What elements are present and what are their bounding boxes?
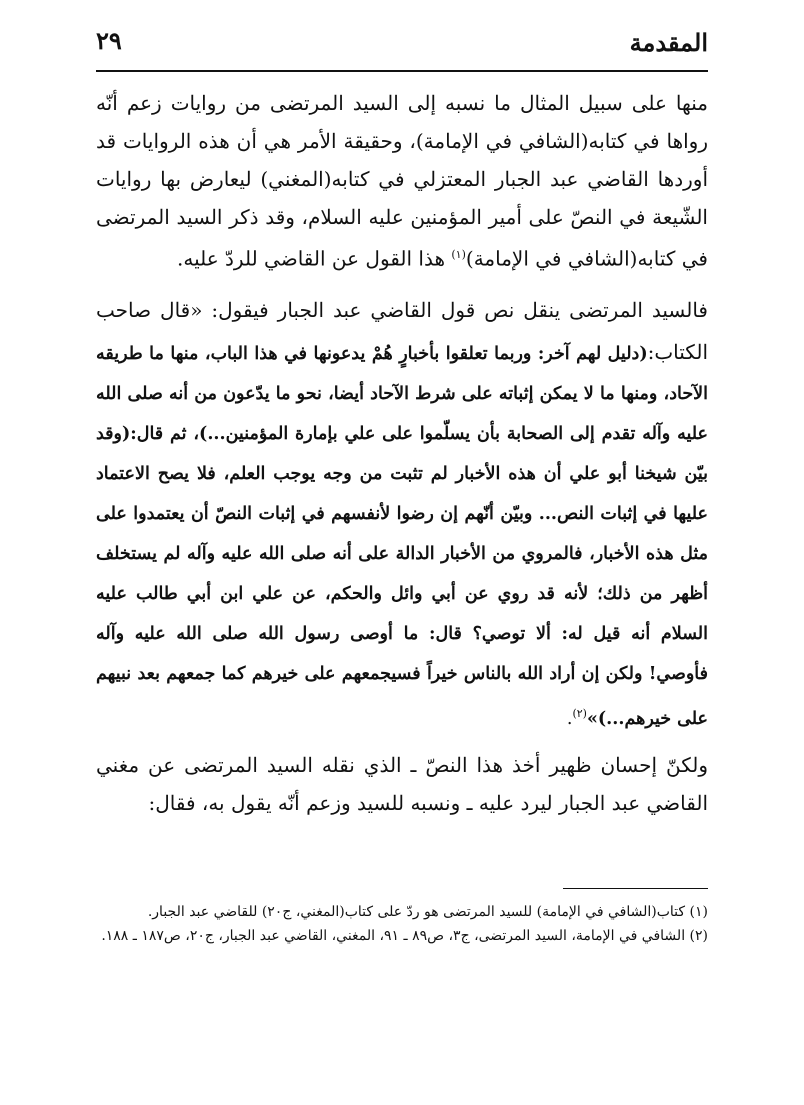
footnote-ref-1: (١) (451, 248, 466, 261)
paragraph-2-intro: فالسيد المرتضى ينقل نص قول القاضي عبد الجبار فيقول: «قال صاحب الكتاب: (96, 297, 708, 364)
paragraph-2 (96, 290, 708, 739)
paragraph-1-tail: هذا القول عن القاضي للردّ عليه. (177, 246, 452, 271)
page-number: ٢٩ (96, 26, 122, 55)
chapter-title: المقدمة (629, 28, 708, 57)
page-header (96, 22, 708, 62)
header-divider (96, 70, 708, 72)
page-body (96, 84, 708, 822)
spacer (96, 738, 708, 746)
paragraph-1-text: منها على سبيل المثال ما نسبه إلى السيد المرتضى من روايات زعم أنّه رواها في كتابه(الشافي في الإمامة)، وحقيقة الأمر هي أن هذه الروايات قد أوردها القاضي عبد الجبار المعتزلي في كتابه(المغني) ليعارض بها روايات الشّيعة في النصّ على أمير المؤمنين عليه السلام، وقد ذكر السيد المرتضى في كتابه(الشافي في الإمامة) (96, 91, 708, 271)
footnote-2: (٢) الشافي في الإمامة، السيد المرتضى، ج٣، ص٨٩ ـ ٩١، المغني، القاضي عبد الجبار، ج٢٠، ص١٨٧ ـ ١٨٨. (101, 928, 708, 944)
footnotes (96, 900, 708, 948)
footnote-divider (563, 888, 708, 889)
paragraph-1 (96, 84, 708, 278)
quoted-passage: (دليل لهم آخر: وربما تعلقوا بأخبارٍ هُمْ يدعونها في هذا الباب، منها ما طريقه الآحاد، ومنها ما لا يمكن إثباته على شرط الآحاد أيضا، نحو ما يدّعون من أنه صلى الله عليه وآله تقدم إلى الصحابة بأن يسلّموا على علي بإمارة المؤمنين...)، ثم قال:(وقد بيّن شيخنا أبو علي أن هذه الأخبار لم تثبت من وجه يوجب العلم، فلا يصح الاعتماد عليها في إثبات النص... وبيّن أنّهم إن رضوا لأنفسهم في إثبات النصّ أن يعتمدوا على مثل هذه الأخبار، فالمروي من الأخبار الدالة على أنه صلى الله عليه وآله لم يستخلف أظهر من ذلك؛ لأنه قد روي عن أبي وائل والحكم، عن علي ابن أبي طالب عليه السلام أنه قيل له: ألا توصي؟ قال: ما أوصى رسول الله صلى الله عليه وآله فأوصي! ولكن إن أراد الله بالناس خيراً فسيجمعهم على خيرهم كما جمعهم بعد نبيهم على خيرهم...)» (96, 343, 708, 729)
footnote-1: (١) كتاب(الشافي في الإمامة) للسيد المرتضى هو ردّ على كتاب(المغني، ج٢٠) للقاضي عبد الجبار. (147, 904, 708, 920)
paragraph-3: ولكنّ إحسان ظهير أخذ هذا النصّ ـ الذي نقله السيد المرتضى عن مغني القاضي عبد الجبار ليرد عليه ـ ونسبه للسيد وزعم أنّه يقول به، فقال: (96, 753, 708, 816)
footnote-ref-2: (٢) (572, 706, 587, 720)
paragraph-2-tail: . (566, 708, 573, 729)
spacer (96, 278, 708, 290)
